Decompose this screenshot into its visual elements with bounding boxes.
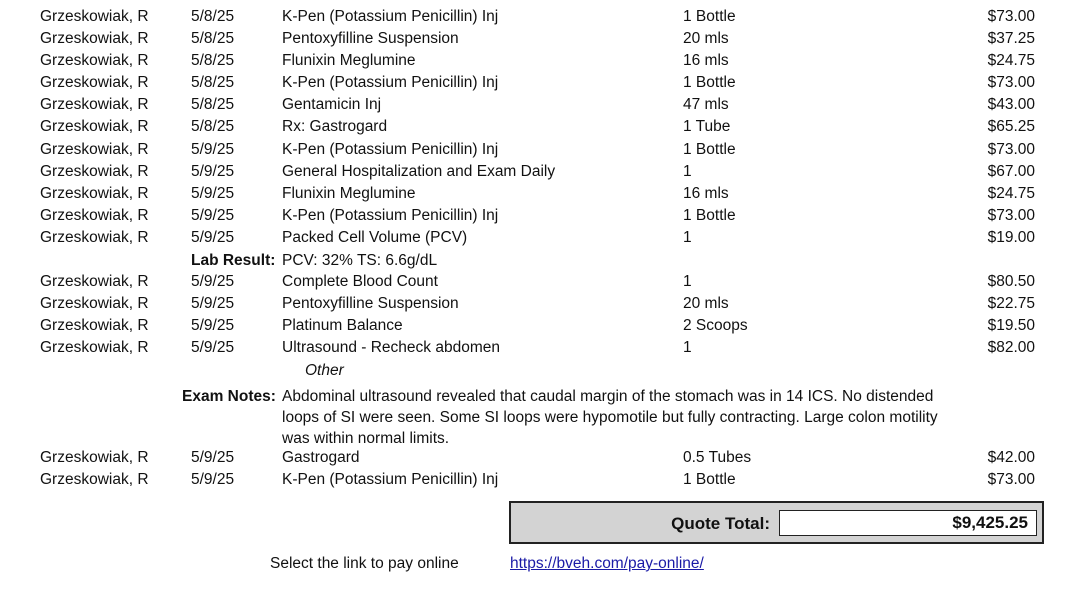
description-cell: K-Pen (Potassium Penicillin) Inj bbox=[282, 8, 499, 25]
table-row bbox=[0, 315, 1080, 337]
price-cell: $65.25 bbox=[987, 118, 1035, 135]
date-cell: 5/9/25 bbox=[191, 207, 235, 224]
doctor-cell: Grzeskowiak, R bbox=[40, 74, 149, 91]
date-cell: 5/9/25 bbox=[191, 229, 235, 246]
quote-total-box bbox=[509, 501, 1044, 544]
quote-total-label: Quote Total: bbox=[671, 514, 770, 533]
doctor-cell: Grzeskowiak, R bbox=[40, 207, 149, 224]
doctor-cell: Grzeskowiak, R bbox=[40, 295, 149, 312]
table-row bbox=[0, 271, 1080, 293]
quantity-cell: 1 Bottle bbox=[683, 207, 736, 224]
table-row bbox=[0, 139, 1080, 161]
exam-notes-label: Exam Notes: bbox=[182, 388, 276, 405]
table-row bbox=[0, 50, 1080, 72]
price-cell: $37.25 bbox=[987, 30, 1035, 47]
date-cell: 5/9/25 bbox=[191, 185, 235, 202]
date-cell: 5/9/25 bbox=[191, 339, 235, 356]
table-row bbox=[0, 94, 1080, 116]
description-cell: Gastrogard bbox=[282, 449, 360, 466]
price-cell: $43.00 bbox=[987, 96, 1035, 113]
quantity-cell: 16 mls bbox=[683, 52, 729, 69]
description-cell: Flunixin Meglumine bbox=[282, 52, 416, 69]
table-row bbox=[0, 293, 1080, 315]
quantity-cell: 20 mls bbox=[683, 295, 729, 312]
quote-total-value: $9,425.25 bbox=[779, 510, 1037, 536]
doctor-cell: Grzeskowiak, R bbox=[40, 229, 149, 246]
pay-online-text: Select the link to pay online bbox=[270, 555, 459, 572]
price-cell: $24.75 bbox=[987, 52, 1035, 69]
lab-result-row bbox=[0, 250, 1080, 272]
doctor-cell: Grzeskowiak, R bbox=[40, 317, 149, 334]
price-cell: $73.00 bbox=[987, 471, 1035, 488]
quantity-cell: 1 Tube bbox=[683, 118, 731, 135]
quantity-cell: 1 Bottle bbox=[683, 8, 736, 25]
table-row bbox=[0, 469, 1080, 491]
description-cell: Rx: Gastrogard bbox=[282, 118, 388, 135]
quantity-cell: 20 mls bbox=[683, 30, 729, 47]
price-cell: $22.75 bbox=[987, 295, 1035, 312]
quantity-cell: 1 Bottle bbox=[683, 471, 736, 488]
other-label: Other bbox=[305, 362, 344, 379]
doctor-cell: Grzeskowiak, R bbox=[40, 141, 149, 158]
date-cell: 5/8/25 bbox=[191, 74, 235, 91]
quantity-cell: 1 Bottle bbox=[683, 74, 736, 91]
description-cell: Pentoxyfilline Suspension bbox=[282, 295, 459, 312]
date-cell: 5/9/25 bbox=[191, 317, 235, 334]
description-cell: K-Pen (Potassium Penicillin) Inj bbox=[282, 141, 499, 158]
description-cell: General Hospitalization and Exam Daily bbox=[282, 163, 556, 180]
doctor-cell: Grzeskowiak, R bbox=[40, 8, 149, 25]
price-cell: $73.00 bbox=[987, 8, 1035, 25]
date-cell: 5/9/25 bbox=[191, 471, 235, 488]
description-cell: K-Pen (Potassium Penicillin) Inj bbox=[282, 207, 499, 224]
date-cell: 5/9/25 bbox=[191, 273, 235, 290]
description-cell: Gentamicin Inj bbox=[282, 96, 382, 113]
price-cell: $19.50 bbox=[987, 317, 1035, 334]
table-row bbox=[0, 205, 1080, 227]
table-row bbox=[0, 72, 1080, 94]
table-row bbox=[0, 161, 1080, 183]
exam-notes-text: Abdominal ultrasound revealed that caudal margin of the stomach was in 14 ICS. No distended loops of SI were seen. Some SI loops were hypomotile but fully contracting. Large colon motility was within normal limits. bbox=[282, 388, 938, 447]
date-cell: 5/8/25 bbox=[191, 30, 235, 47]
quantity-cell: 16 mls bbox=[683, 185, 729, 202]
doctor-cell: Grzeskowiak, R bbox=[40, 339, 149, 356]
doctor-cell: Grzeskowiak, R bbox=[40, 118, 149, 135]
date-cell: 5/9/25 bbox=[191, 295, 235, 312]
table-row bbox=[0, 183, 1080, 205]
doctor-cell: Grzeskowiak, R bbox=[40, 185, 149, 202]
description-cell: Platinum Balance bbox=[282, 317, 403, 334]
doctor-cell: Grzeskowiak, R bbox=[40, 52, 149, 69]
other-row bbox=[0, 360, 1080, 382]
quantity-cell: 1 Bottle bbox=[683, 141, 736, 158]
quantity-cell: 47 mls bbox=[683, 96, 729, 113]
date-cell: 5/8/25 bbox=[191, 96, 235, 113]
description-cell: K-Pen (Potassium Penicillin) Inj bbox=[282, 74, 499, 91]
description-cell: Ultrasound - Recheck abdomen bbox=[282, 339, 500, 356]
doctor-cell: Grzeskowiak, R bbox=[40, 471, 149, 488]
pay-online-link[interactable]: https://bveh.com/pay-online/ bbox=[510, 555, 704, 572]
date-cell: 5/8/25 bbox=[191, 8, 235, 25]
quantity-cell: 1 bbox=[683, 163, 692, 180]
description-cell: Complete Blood Count bbox=[282, 273, 438, 290]
description-cell: Packed Cell Volume (PCV) bbox=[282, 229, 468, 246]
quantity-cell: 1 bbox=[683, 339, 692, 356]
price-cell: $24.75 bbox=[987, 185, 1035, 202]
date-cell: 5/9/25 bbox=[191, 163, 235, 180]
quantity-cell: 1 bbox=[683, 273, 692, 290]
price-cell: $73.00 bbox=[987, 74, 1035, 91]
doctor-cell: Grzeskowiak, R bbox=[40, 273, 149, 290]
quantity-cell: 2 Scoops bbox=[683, 317, 748, 334]
exam-notes-row bbox=[0, 386, 1080, 450]
lab-result-text: PCV: 32% TS: 6.6g/dL bbox=[282, 252, 438, 269]
table-row bbox=[0, 227, 1080, 249]
table-row bbox=[0, 6, 1080, 28]
table-row bbox=[0, 28, 1080, 50]
quantity-cell: 1 bbox=[683, 229, 692, 246]
price-cell: $42.00 bbox=[987, 449, 1035, 466]
description-cell: Flunixin Meglumine bbox=[282, 185, 416, 202]
price-cell: $19.00 bbox=[987, 229, 1035, 246]
doctor-cell: Grzeskowiak, R bbox=[40, 96, 149, 113]
table-row bbox=[0, 447, 1080, 469]
date-cell: 5/9/25 bbox=[191, 141, 235, 158]
date-cell: 5/8/25 bbox=[191, 52, 235, 69]
table-row bbox=[0, 116, 1080, 138]
date-cell: 5/9/25 bbox=[191, 449, 235, 466]
description-cell: K-Pen (Potassium Penicillin) Inj bbox=[282, 471, 499, 488]
description-cell: Pentoxyfilline Suspension bbox=[282, 30, 459, 47]
table-row bbox=[0, 337, 1080, 359]
date-cell: 5/8/25 bbox=[191, 118, 235, 135]
price-cell: $80.50 bbox=[987, 273, 1035, 290]
doctor-cell: Grzeskowiak, R bbox=[40, 163, 149, 180]
price-cell: $82.00 bbox=[987, 339, 1035, 356]
doctor-cell: Grzeskowiak, R bbox=[40, 449, 149, 466]
quantity-cell: 0.5 Tubes bbox=[683, 449, 752, 466]
price-cell: $67.00 bbox=[987, 163, 1035, 180]
doctor-cell: Grzeskowiak, R bbox=[40, 30, 149, 47]
price-cell: $73.00 bbox=[987, 141, 1035, 158]
lab-result-label: Lab Result: bbox=[191, 252, 276, 269]
price-cell: $73.00 bbox=[987, 207, 1035, 224]
